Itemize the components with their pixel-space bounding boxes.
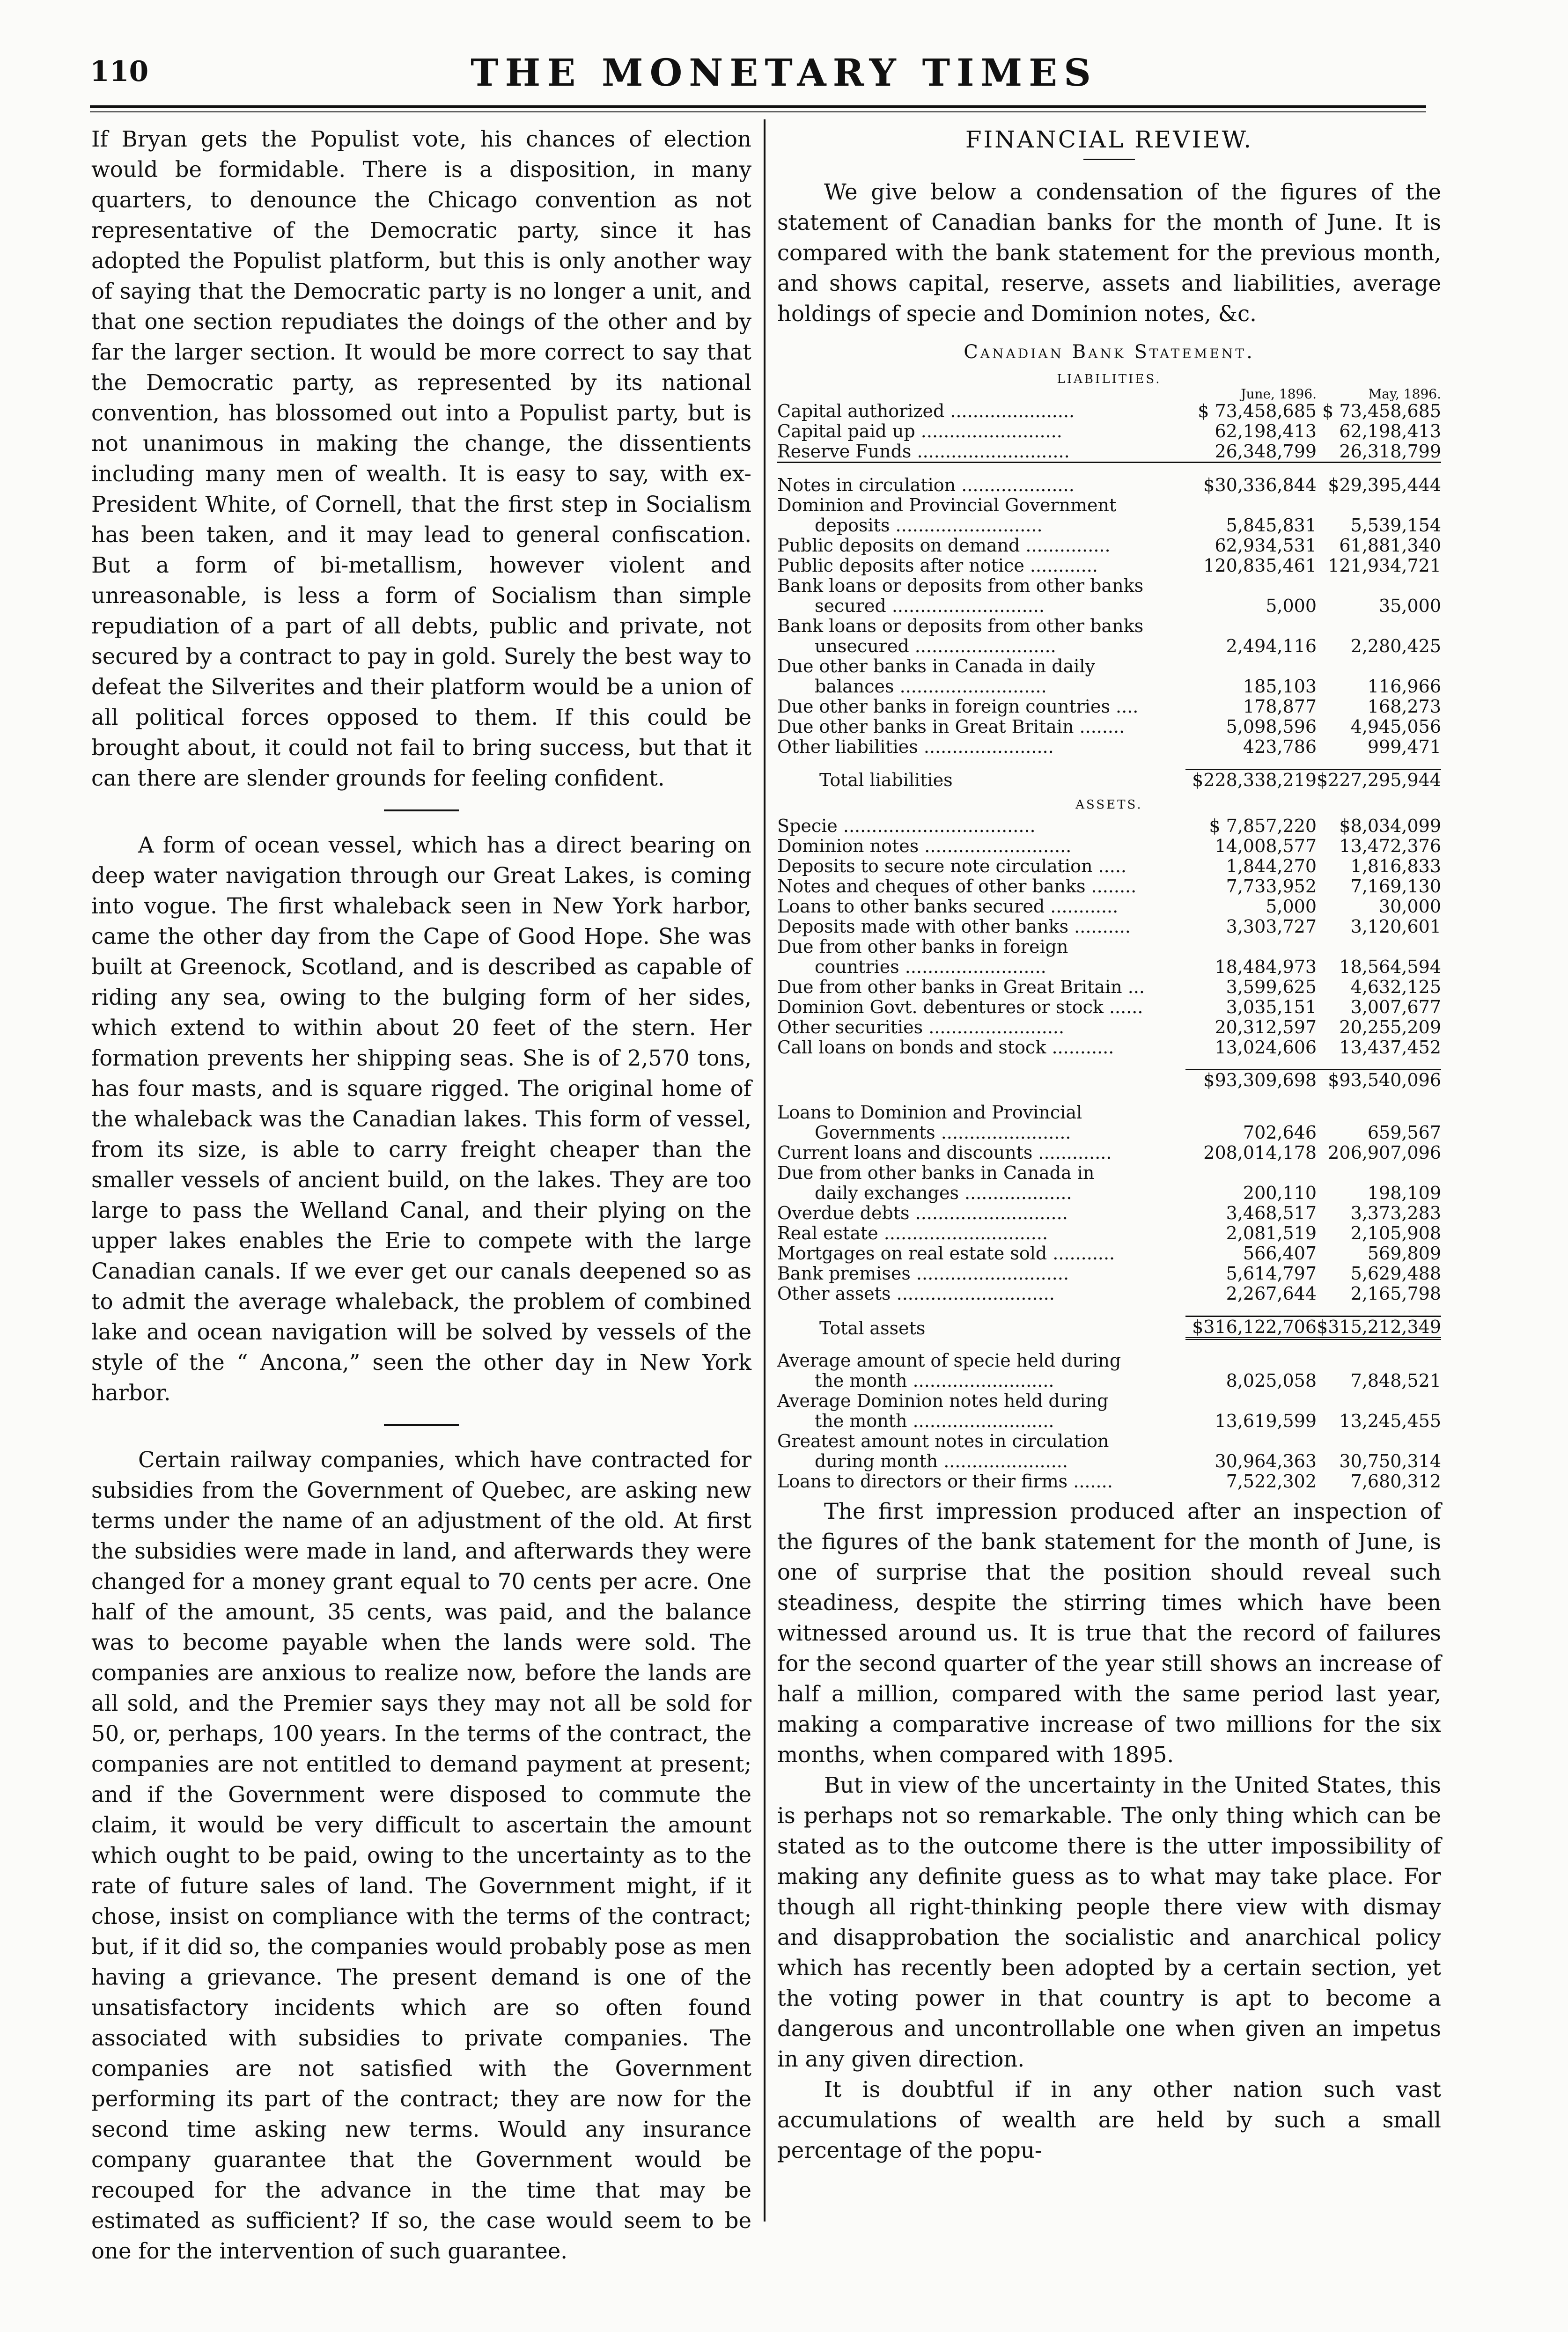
value-june: 120,835,461 bbox=[1203, 555, 1317, 576]
value-june: $ 7,857,220 bbox=[1209, 815, 1317, 836]
value-may: $ 73,458,685 bbox=[1322, 401, 1441, 421]
table-row bbox=[777, 1264, 1441, 1284]
value-june: 2,494,116 bbox=[1226, 636, 1317, 656]
value-june: $ 73,458,685 bbox=[1198, 401, 1317, 421]
row-label-text: Bank premises bbox=[777, 1263, 911, 1284]
row-sublabel: the month bbox=[815, 1370, 907, 1391]
row-label: during month ...................... bbox=[777, 1451, 1185, 1471]
row-label-text: Capital authorized bbox=[777, 401, 945, 421]
row-label: Greatest amount notes in circulation bbox=[777, 1430, 1109, 1451]
row-label: Other securities ........................ bbox=[777, 1016, 1065, 1037]
total-label: Total assets bbox=[819, 1317, 926, 1339]
table-row-label bbox=[777, 1103, 1441, 1123]
value-may: 2,165,798 bbox=[1350, 1283, 1441, 1304]
total-row bbox=[777, 1070, 1441, 1091]
row-label: Real estate ............................. bbox=[777, 1223, 1048, 1243]
row-label-text: Other assets bbox=[777, 1283, 891, 1304]
row-sublabel: secured bbox=[815, 596, 886, 616]
row-label: Dominion Govt. debentures or stock ...... bbox=[777, 996, 1143, 1017]
row-label: Mortgages on real estate sold ........... bbox=[777, 1243, 1115, 1264]
spacer-row bbox=[777, 1090, 1441, 1103]
value-may: 13,472,376 bbox=[1339, 835, 1441, 856]
value-june: 30,964,363 bbox=[1215, 1450, 1317, 1471]
table-row bbox=[777, 677, 1441, 697]
value-may: 5,539,154 bbox=[1350, 515, 1441, 536]
table-row bbox=[777, 1471, 1441, 1492]
row-label: Notes and cheques of other banks ........ bbox=[777, 875, 1137, 897]
row-label: Loans to other banks secured ............ bbox=[777, 896, 1119, 917]
row-label-text: Due other banks in Great Britain bbox=[777, 716, 1074, 737]
row-label: Due from other banks in Great Britain ... bbox=[777, 976, 1145, 997]
row-label: Due other banks in Great Britain ........ bbox=[777, 716, 1125, 737]
value-june: 18,484,973 bbox=[1215, 956, 1317, 977]
value-june: 13,619,599 bbox=[1215, 1410, 1317, 1431]
value-june: 8,025,058 bbox=[1226, 1370, 1317, 1391]
table-row-label bbox=[777, 1351, 1441, 1371]
row-label: Deposits to secure note circulation ..... bbox=[777, 855, 1126, 876]
total-may: $227,295,944 bbox=[1317, 769, 1441, 790]
table-row bbox=[777, 816, 1441, 836]
value-june: 62,198,413 bbox=[1215, 421, 1317, 441]
row-label: Loans to Dominion and Provincial bbox=[777, 1102, 1082, 1123]
article-bank-impression: The first impression produced after an inspection of the figures of the bank statement for the month of June, is one of surprise that the position should reveal such steadiness, despite the stirring times which have been witnessed around us. It is true that the record of failures for the second quarter of the year still shows an increase of half a million, compared with the same period last year, making a comparative increase of two millions for the six months, when compared with 1895. bbox=[777, 1498, 1441, 1767]
row-label-text: Other liabilities bbox=[777, 736, 918, 757]
table-row bbox=[777, 977, 1441, 997]
financial-review-intro: We give below a condensation of the figures of the statement of Canadian banks for the month of June. It is compared with the bank statement for the previous month, and shows capital, reserve, assets and liabilities, average holdings of specie and Dominion notes, &c. bbox=[777, 179, 1441, 326]
value-june: 3,303,727 bbox=[1226, 916, 1317, 937]
row-label-text: Loans to directors or their firms bbox=[777, 1471, 1068, 1492]
value-june: 178,877 bbox=[1243, 696, 1317, 717]
table-row bbox=[777, 421, 1441, 441]
value-june: 2,081,519 bbox=[1226, 1223, 1317, 1243]
value-june: 5,614,797 bbox=[1226, 1263, 1317, 1284]
table-row bbox=[777, 1451, 1441, 1471]
table-row bbox=[777, 515, 1441, 536]
row-label: unsecured ......................... bbox=[777, 636, 1185, 656]
bank-statement-table bbox=[777, 387, 1441, 1492]
row-sublabel: the month bbox=[815, 1410, 907, 1431]
value-may: 7,169,130 bbox=[1350, 875, 1441, 897]
right-column bbox=[777, 124, 1441, 2166]
row-sublabel: Governments bbox=[815, 1122, 935, 1143]
row-label: Due other banks in foreign countries .... bbox=[777, 696, 1139, 717]
value-june: 14,008,577 bbox=[1215, 835, 1317, 856]
value-may: 20,255,209 bbox=[1339, 1016, 1441, 1037]
total-june: $228,338,219 bbox=[1185, 769, 1317, 790]
value-may: 116,966 bbox=[1367, 676, 1441, 697]
value-june: 185,103 bbox=[1243, 676, 1317, 697]
row-label-text: Dominion Govt. debentures or stock bbox=[777, 996, 1104, 1017]
row-label: Public deposits after notice ............ bbox=[777, 555, 1098, 576]
row-label-text: Notes in circulation bbox=[777, 475, 956, 495]
table-row bbox=[777, 1223, 1441, 1243]
value-june: 13,024,606 bbox=[1215, 1037, 1317, 1058]
value-june: 208,014,178 bbox=[1203, 1142, 1317, 1163]
row-label: Public deposits on demand ............... bbox=[777, 535, 1111, 556]
spacer-row bbox=[777, 757, 1441, 769]
value-june: 1,844,270 bbox=[1226, 855, 1317, 876]
value-may: 35,000 bbox=[1379, 596, 1441, 616]
table-row bbox=[777, 1017, 1441, 1037]
row-label: Average amount of specie held during bbox=[777, 1350, 1121, 1371]
row-label: Bank loans or deposits from other banks bbox=[777, 575, 1144, 596]
row-label: balances .......................... bbox=[777, 677, 1185, 697]
value-june: 423,786 bbox=[1243, 736, 1317, 757]
value-june: 7,522,302 bbox=[1226, 1471, 1317, 1492]
row-label-text: Due other banks in foreign countries bbox=[777, 696, 1110, 717]
table-row bbox=[777, 1037, 1441, 1058]
row-label-text: Public deposits after notice bbox=[777, 555, 1024, 576]
value-may: 3,373,283 bbox=[1350, 1203, 1441, 1223]
total-row bbox=[777, 769, 1441, 790]
total-may: $315,212,349 bbox=[1317, 1316, 1441, 1339]
row-label: Capital authorized ...................... bbox=[777, 401, 1075, 421]
table-row bbox=[777, 441, 1441, 463]
spacer-row bbox=[777, 463, 1441, 476]
value-june: 702,646 bbox=[1243, 1122, 1317, 1143]
value-may: $8,034,099 bbox=[1339, 815, 1441, 836]
article-separator bbox=[384, 1424, 459, 1426]
row-label: Governments ....................... bbox=[777, 1123, 1185, 1143]
value-june: 5,000 bbox=[1266, 896, 1317, 917]
assets-label: ASSETS. bbox=[1075, 797, 1143, 812]
row-label-text: Current loans and discounts bbox=[777, 1142, 1033, 1163]
row-label: Current loans and discounts ............. bbox=[777, 1142, 1112, 1163]
column-header-june: June, 1896. bbox=[1241, 386, 1317, 402]
row-label: Average Dominion notes held during bbox=[777, 1390, 1109, 1411]
value-june: 20,312,597 bbox=[1215, 1016, 1317, 1037]
row-label: Other liabilities ....................... bbox=[777, 736, 1054, 757]
column-header-may: May, 1896. bbox=[1368, 386, 1441, 402]
row-label: deposits .......................... bbox=[777, 515, 1185, 536]
row-label: Due other banks in Canada in daily bbox=[777, 656, 1096, 677]
spacer-row bbox=[777, 1058, 1441, 1070]
row-label: Capital paid up ......................... bbox=[777, 421, 1062, 441]
row-sublabel: countries bbox=[815, 956, 899, 977]
article-whaleback: A form of ocean vessel, which has a direct bearing on deep water navigation through our Great Lakes, is coming into vogue. The first whaleback seen in New York harbor, came the other day from the Cape of Good Hope. She was built at Greenock, Scotland, and is described as capable of riding any sea, owing to the bulging form of her sides, which extend to within about 20 feet of the stern. Her formation prevents her shipping seas. She is of 2,570 tons, has four masts, and is square rigged. The original home of the whaleback was the Canadian lakes. This form of vessel, from its size, is able to carry freight cheaper than the smaller vessels of ancient build, on the lakes. They are too large to pass the Welland Canal, and their plying on the upper lakes enables the Erie to compete with the large Canadian canals. If we ever get our canals deepened so as to admit the average whaleback, the problem of combined lake and ocean navigation will be solved by vessels of the style of the “ Ancona,” seen the other day in New York harbor. bbox=[91, 832, 751, 1405]
table-row bbox=[777, 536, 1441, 556]
table-row bbox=[777, 737, 1441, 757]
row-label-text: Capital paid up bbox=[777, 421, 915, 441]
value-june: 566,407 bbox=[1243, 1243, 1317, 1264]
value-may: 569,809 bbox=[1367, 1243, 1441, 1264]
masthead: THE MONETARY TIMES bbox=[471, 51, 1097, 95]
value-may: $29,395,444 bbox=[1328, 475, 1441, 495]
value-june: 26,348,799 bbox=[1215, 441, 1317, 462]
column-divider bbox=[764, 119, 766, 2222]
row-label-text: Other securities bbox=[777, 1016, 923, 1037]
value-june: 62,934,531 bbox=[1215, 535, 1317, 556]
total-june: $93,309,698 bbox=[1185, 1070, 1317, 1091]
total-june: $316,122,706 bbox=[1185, 1316, 1317, 1339]
total-row bbox=[777, 1316, 1441, 1339]
value-june: 5,098,596 bbox=[1226, 716, 1317, 737]
spacer-row bbox=[777, 1339, 1441, 1351]
article-bryan-populist: If Bryan gets the Populist vote, his chances of election would be formidable. There is a disposition, in many quarters, to denounce the Chicago convention as not representative of the Democratic party, since it has adopted the Populist platform, but this is only another way of saying that the Democratic party is no longer a unit, and that one section repudiates the doings of the other and by far the larger section. It would be more correct to say that the Democratic party, as represented by its national convention, has blossomed out into a Populist party, but is not unanimous in making the change, the dissentients including many men of wealth. It is easy to say, with ex-President White, of Cornell, that the first step in Socialism has been taken, and it may lead to general confiscation. But a form of bi-metallism, however violent and unreasonable, is less a form of Socialism than simple repudiation of a part of all debts, public and private, not secured by a contract to pay in gold. Surely the best way to defeat the Silverites and their platform would be a union of all political forces opposed to them. If this could be brought about, it could not fail to bring success, but that it can there are slender grounds for feeling confident. bbox=[91, 126, 751, 791]
value-may: 7,848,521 bbox=[1350, 1370, 1441, 1391]
value-june: 7,733,952 bbox=[1226, 875, 1317, 897]
row-label: Dominion and Provincial Government bbox=[777, 495, 1117, 515]
row-sublabel: during month bbox=[815, 1450, 938, 1471]
table-row bbox=[777, 917, 1441, 937]
bank-statement-title: Canadian Bank Statement. bbox=[964, 341, 1255, 363]
row-label: Dominion notes .......................... bbox=[777, 835, 1072, 856]
row-label-text: Notes and cheques of other banks bbox=[777, 875, 1086, 897]
value-may: 3,007,677 bbox=[1350, 996, 1441, 1017]
table-row-label bbox=[777, 937, 1441, 957]
table-row-label bbox=[777, 1431, 1441, 1451]
row-label-text: Loans to other banks secured bbox=[777, 896, 1045, 917]
row-label-text: Call loans on bonds and stock bbox=[777, 1037, 1046, 1058]
table-row-label bbox=[777, 1391, 1441, 1411]
table-row bbox=[777, 1371, 1441, 1391]
heading-rule bbox=[1083, 159, 1135, 160]
header-rule-thin bbox=[90, 111, 1426, 112]
value-may: 1,816,833 bbox=[1350, 855, 1441, 876]
row-label-text: Dominion notes bbox=[777, 835, 919, 856]
row-label: Bank loans or deposits from other banks bbox=[777, 616, 1144, 636]
row-label-text: Public deposits on demand bbox=[777, 535, 1020, 556]
row-label-text: Deposits to secure note circulation bbox=[777, 855, 1093, 876]
row-label: Overdue debts ........................... bbox=[777, 1203, 1068, 1223]
article-wealth-accumulation: It is doubtful if in any other nation such vast accumulations of wealth are held by such a small percentage of the popu- bbox=[777, 2076, 1441, 2163]
row-label: Call loans on bonds and stock ........... bbox=[777, 1037, 1114, 1058]
value-may: 206,907,096 bbox=[1328, 1142, 1441, 1163]
page-number: 110 bbox=[90, 55, 149, 88]
value-may: 168,273 bbox=[1367, 696, 1441, 717]
value-may: 62,198,413 bbox=[1339, 421, 1441, 441]
table-row-label bbox=[777, 576, 1441, 596]
value-june: 3,035,151 bbox=[1226, 996, 1317, 1017]
table-row bbox=[777, 897, 1441, 917]
row-label: Specie .................................. bbox=[777, 815, 1036, 836]
row-label-text: Reserve Funds bbox=[777, 441, 912, 462]
value-may: 3,120,601 bbox=[1350, 916, 1441, 937]
table-row bbox=[777, 636, 1441, 656]
row-label: daily exchanges ................... bbox=[777, 1183, 1185, 1203]
row-label: countries ......................... bbox=[777, 957, 1185, 977]
spacer-row bbox=[777, 1304, 1441, 1316]
value-may: 30,750,314 bbox=[1339, 1450, 1441, 1471]
row-label: the month ......................... bbox=[777, 1411, 1185, 1431]
table-row bbox=[777, 856, 1441, 876]
table-row bbox=[777, 876, 1441, 897]
table-row bbox=[777, 475, 1441, 495]
table-row bbox=[777, 997, 1441, 1017]
table-row bbox=[777, 1123, 1441, 1143]
row-label-text: Mortgages on real estate sold bbox=[777, 1243, 1047, 1264]
table-row bbox=[777, 1143, 1441, 1163]
value-may: 4,945,056 bbox=[1350, 716, 1441, 737]
table-row bbox=[777, 1284, 1441, 1304]
value-may: 198,109 bbox=[1367, 1183, 1441, 1203]
table-row bbox=[777, 1243, 1441, 1264]
total-may: $93,540,096 bbox=[1317, 1070, 1441, 1091]
value-may: 61,881,340 bbox=[1339, 535, 1441, 556]
value-may: 13,437,452 bbox=[1339, 1037, 1441, 1058]
value-june: 3,468,517 bbox=[1226, 1203, 1317, 1223]
row-sublabel: daily exchanges bbox=[815, 1183, 959, 1203]
table-row-label bbox=[777, 1163, 1441, 1183]
row-label: Bank premises ........................... bbox=[777, 1263, 1069, 1284]
value-may: 999,471 bbox=[1367, 736, 1441, 757]
liabilities-label: LIABILITIES. bbox=[1057, 372, 1162, 386]
table-row-label bbox=[777, 495, 1441, 515]
value-may: 30,000 bbox=[1379, 896, 1441, 917]
row-label: Notes in circulation .................... bbox=[777, 475, 1075, 495]
table-row bbox=[777, 401, 1441, 421]
total-label: Total liabilities bbox=[819, 769, 953, 790]
value-may: 7,680,312 bbox=[1350, 1471, 1441, 1492]
row-label: Loans to directors or their firms ....... bbox=[777, 1471, 1113, 1492]
value-may: 4,632,125 bbox=[1350, 976, 1441, 997]
value-may: 18,564,594 bbox=[1339, 956, 1441, 977]
value-june: 5,845,831 bbox=[1226, 515, 1317, 536]
header-rule bbox=[90, 105, 1426, 108]
table-row bbox=[777, 697, 1441, 717]
row-label-text: Due from other banks in Great Britain bbox=[777, 976, 1122, 997]
row-label: Due from other banks in foreign bbox=[777, 936, 1068, 957]
article-separator bbox=[384, 809, 459, 811]
row-label: Due from other banks in Canada in bbox=[777, 1162, 1095, 1183]
article-quebec-railway-subsidies: Certain railway companies, which have contracted for subsidies from the Government of Quebec, are asking new terms under the name of an adjustment of the old. At first the subsidies were made in land, and afterwards they were changed for a money grant equal to 70 cents per acre. One half of the amount, 35 cents, was paid, and the balance was to become payable when the lands were sold. The companies are anxious to realize now, before the lands are all sold, and the Premier says they may not all be sold for 50, or, perhaps, 100 years. In the terms of the contract, the companies are not entitled to demand payment at present; and if the Government were disposed to commute the claim, it would be very difficult to ascertain the amount which ought to be paid, owing to the uncertainty as to the rate of future sales of land. The Government might, if it chose, insist on compliance with the terms of the contract; but, if it did so, the companies would probably pose as men having a grievance. The present demand is one of the unsatisfactory incidents which are so often found associated with subsidies to private companies. The companies are not satisfied with the Government performing its part of the contract; they are now for the second time asking new terms. Would any insurance company guarantee that the Government would be recouped for the advance in the time that may be estimated as sufficient? If so, the case would seem to be one for the intervention of such guarantee. bbox=[91, 1447, 751, 2264]
table-row bbox=[777, 836, 1441, 856]
row-label-text: Real estate bbox=[777, 1223, 878, 1243]
table-row bbox=[777, 1203, 1441, 1223]
table-row bbox=[777, 1411, 1441, 1431]
row-sublabel: unsecured bbox=[815, 636, 909, 656]
table-row-label bbox=[777, 656, 1441, 677]
row-label: Deposits made with other banks .......... bbox=[777, 916, 1131, 937]
value-june: 3,599,625 bbox=[1226, 976, 1317, 997]
value-june: $30,336,844 bbox=[1203, 475, 1317, 495]
value-june: 5,000 bbox=[1266, 596, 1317, 616]
row-sublabel: deposits bbox=[815, 515, 890, 536]
article-us-uncertainty: But in view of the uncertainty in the United States, this is perhaps not so remarkable. The only thing which can be stated as to the outcome there is the utter impossibility of making any definite guess as to what may take place. For though all right-thinking people there view with dismay and disapprobation the socialistic and anarchical policy which has recently been adopted by a certain section, yet the voting power in that country is apt to become a dangerous and uncontrollable one when given an impetus in any given direction. bbox=[777, 1772, 1441, 2072]
total-label bbox=[777, 1070, 1185, 1091]
value-may: 121,934,721 bbox=[1328, 555, 1441, 576]
table-row bbox=[777, 1183, 1441, 1203]
value-june: 200,110 bbox=[1243, 1183, 1317, 1203]
left-column bbox=[91, 124, 751, 2266]
value-may: 659,567 bbox=[1367, 1122, 1441, 1143]
table-row bbox=[777, 717, 1441, 737]
table-row bbox=[777, 556, 1441, 576]
row-label: Reserve Funds ........................... bbox=[777, 441, 1070, 462]
value-may: 26,318,799 bbox=[1339, 441, 1441, 462]
value-may: 13,245,455 bbox=[1339, 1410, 1441, 1431]
row-sublabel: balances bbox=[815, 676, 894, 697]
value-may: 5,629,488 bbox=[1350, 1263, 1441, 1284]
value-may: 2,105,908 bbox=[1350, 1223, 1441, 1243]
row-label: the month ......................... bbox=[777, 1371, 1185, 1391]
row-label-text: Specie bbox=[777, 815, 838, 836]
table-row bbox=[777, 957, 1441, 977]
row-label-text: Overdue debts bbox=[777, 1203, 910, 1223]
table-row bbox=[777, 596, 1441, 616]
financial-review-heading: FINANCIAL REVIEW. bbox=[965, 126, 1253, 153]
row-label-text: Deposits made with other banks bbox=[777, 916, 1069, 937]
row-label: Other assets ............................ bbox=[777, 1283, 1055, 1304]
row-label: secured ........................... bbox=[777, 596, 1185, 616]
value-may: 2,280,425 bbox=[1350, 636, 1441, 656]
table-row-label bbox=[777, 616, 1441, 636]
value-june: 2,267,644 bbox=[1226, 1283, 1317, 1304]
